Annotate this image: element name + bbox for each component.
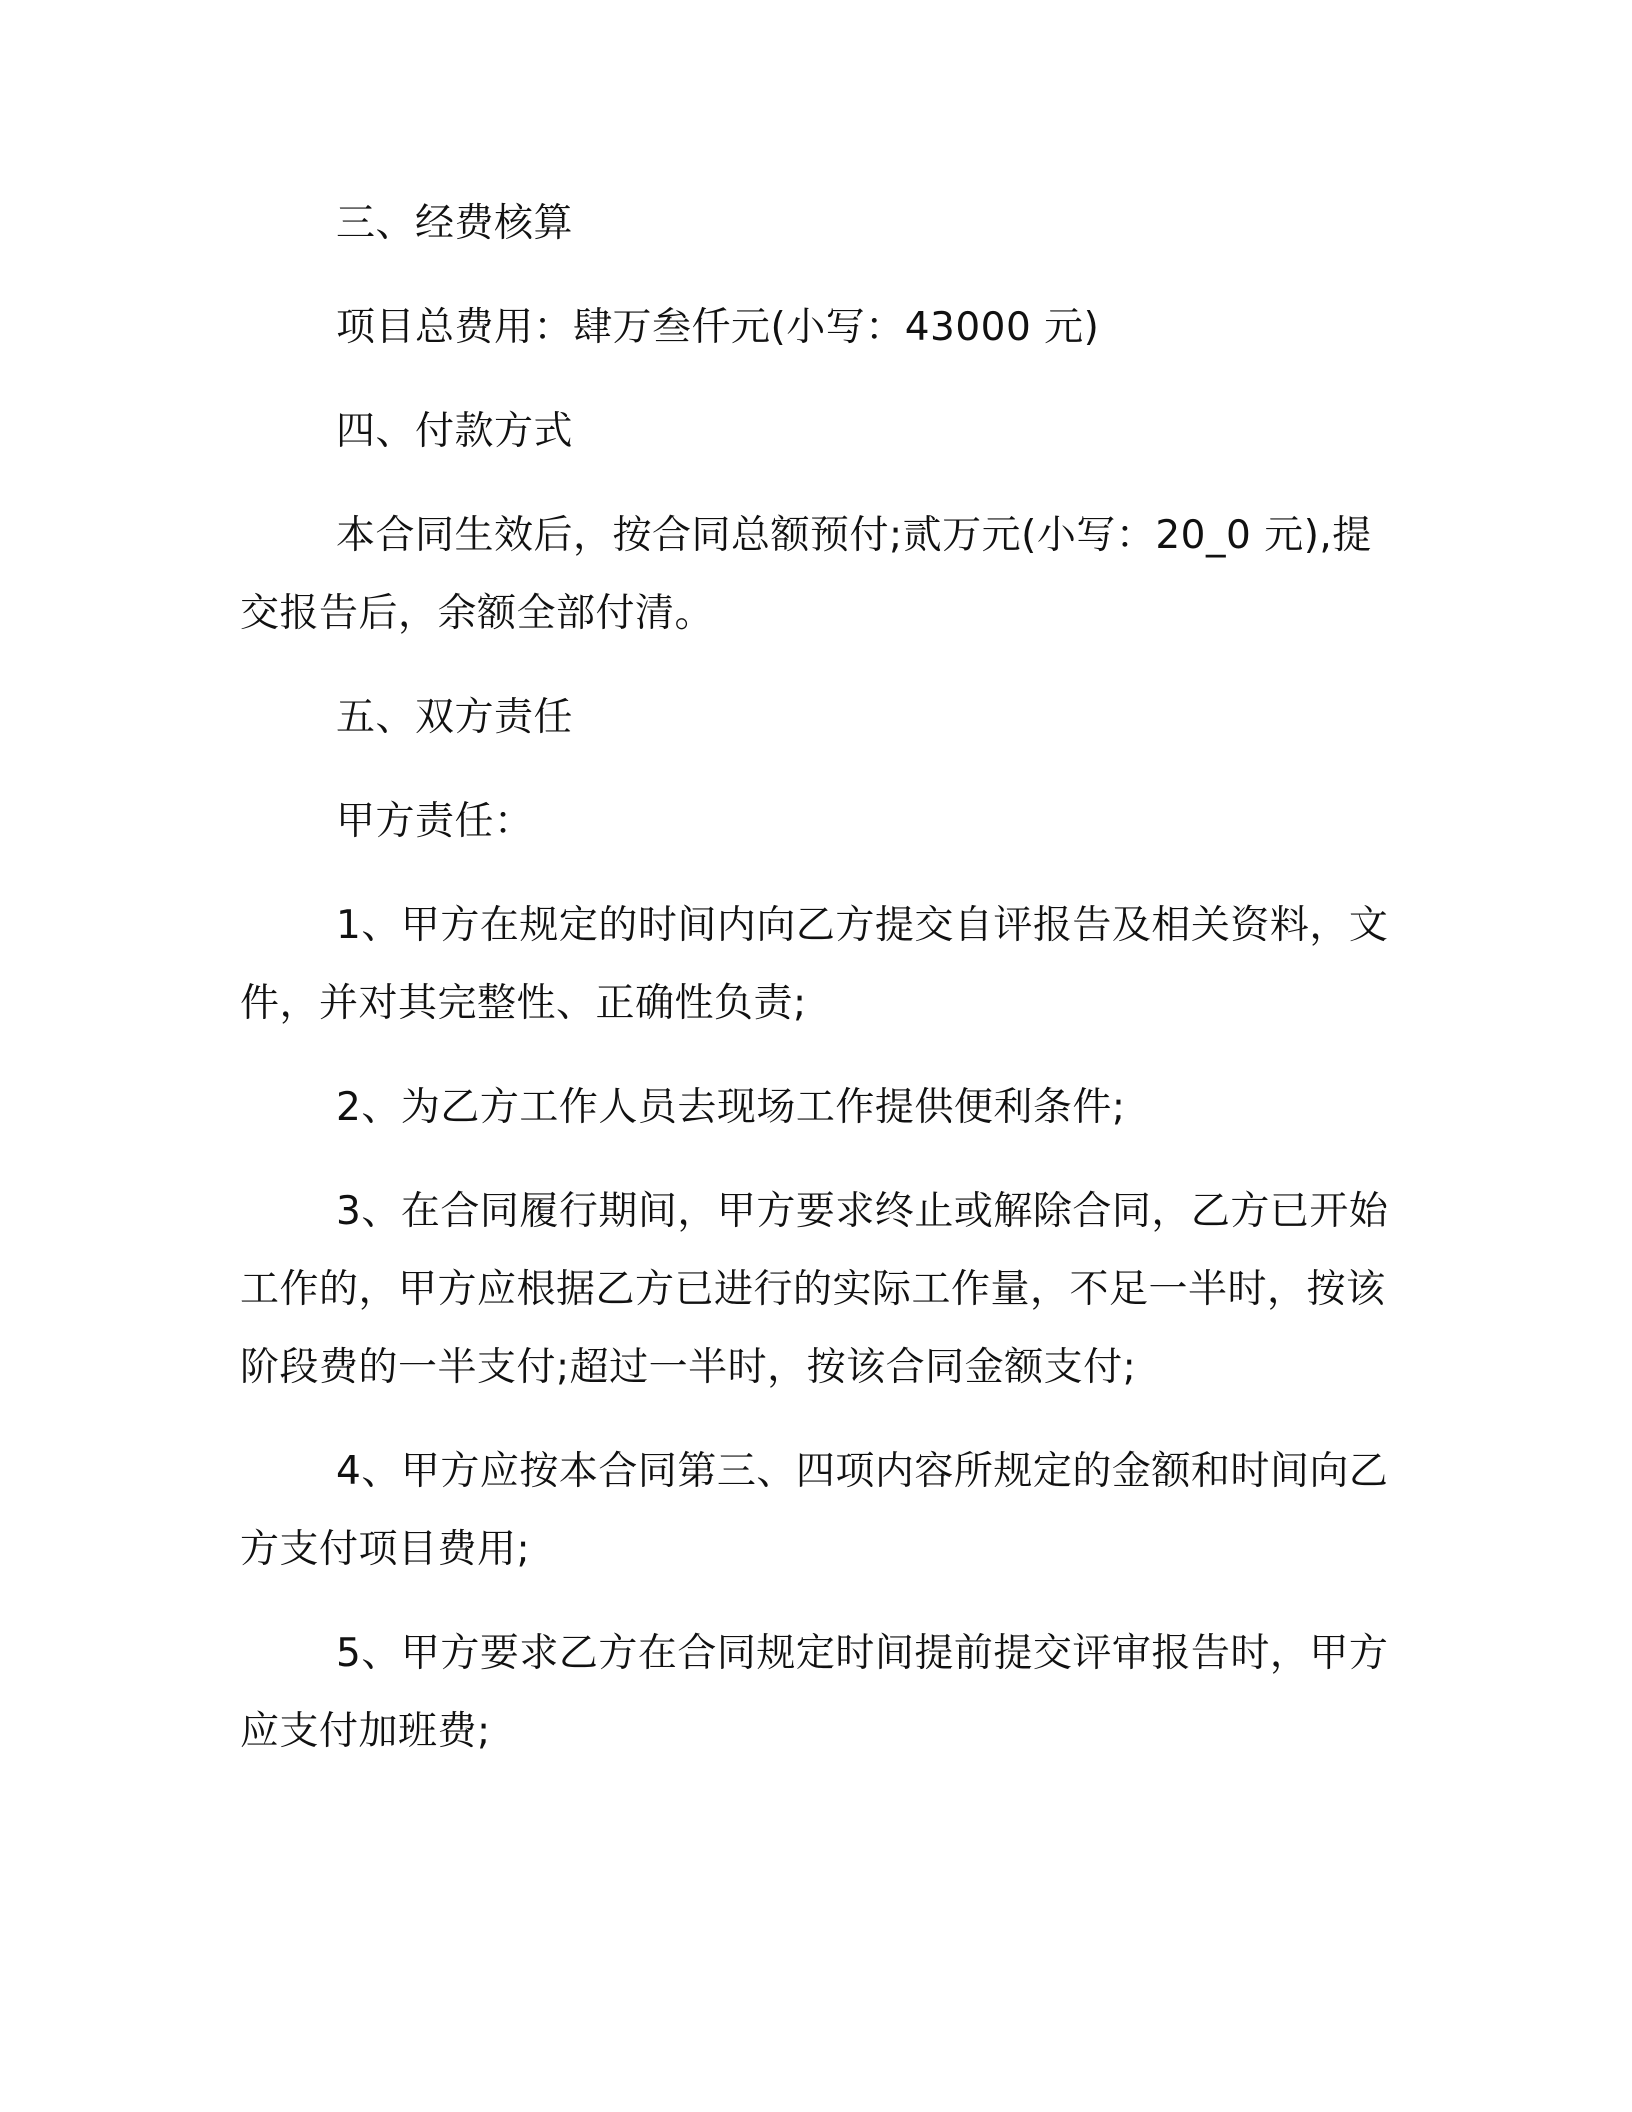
- total-cost-paragraph: 项目总费用：肆万叁仟元(小写：43000 元): [336, 305, 1100, 350]
- section-5-heading: 五、双方责任: [336, 695, 574, 740]
- party-a-item-5: 5、甲方要求乙方在合同规定时间提前提交评审报告时，甲方应支付加班费;: [240, 1631, 1389, 1754]
- party-a-item-2: 2、为乙方工作人员去现场工作提供便利条件;: [336, 1085, 1126, 1130]
- party-a-item-1: 1、甲方在规定的时间内向乙方提交自评报告及相关资料，文件，并对其完整性、正确性负责;: [240, 903, 1389, 1026]
- party-a-item-3: 3、在合同履行期间，甲方要求终止或解除合同，乙方已开始工作的，甲方应根据乙方已进行的实际工作量，不足一半时，按该阶段费的一半支付;超过一半时，按该合同金额支付;: [240, 1189, 1389, 1390]
- section-3-heading: 三、经费核算: [336, 201, 574, 246]
- document-body: [240, 185, 1400, 1797]
- party-a-item-4: 4、甲方应按本合同第三、四项内容所规定的金额和时间向乙方支付项目费用;: [240, 1449, 1389, 1572]
- party-a-responsibilities-heading: 甲方责任：: [336, 799, 534, 844]
- section-4-heading: 四、付款方式: [336, 409, 574, 454]
- payment-terms-paragraph: 本合同生效后，按合同总额预付;贰万元(小写：20_0 元),提交报告后，余额全部付清。: [240, 513, 1372, 636]
